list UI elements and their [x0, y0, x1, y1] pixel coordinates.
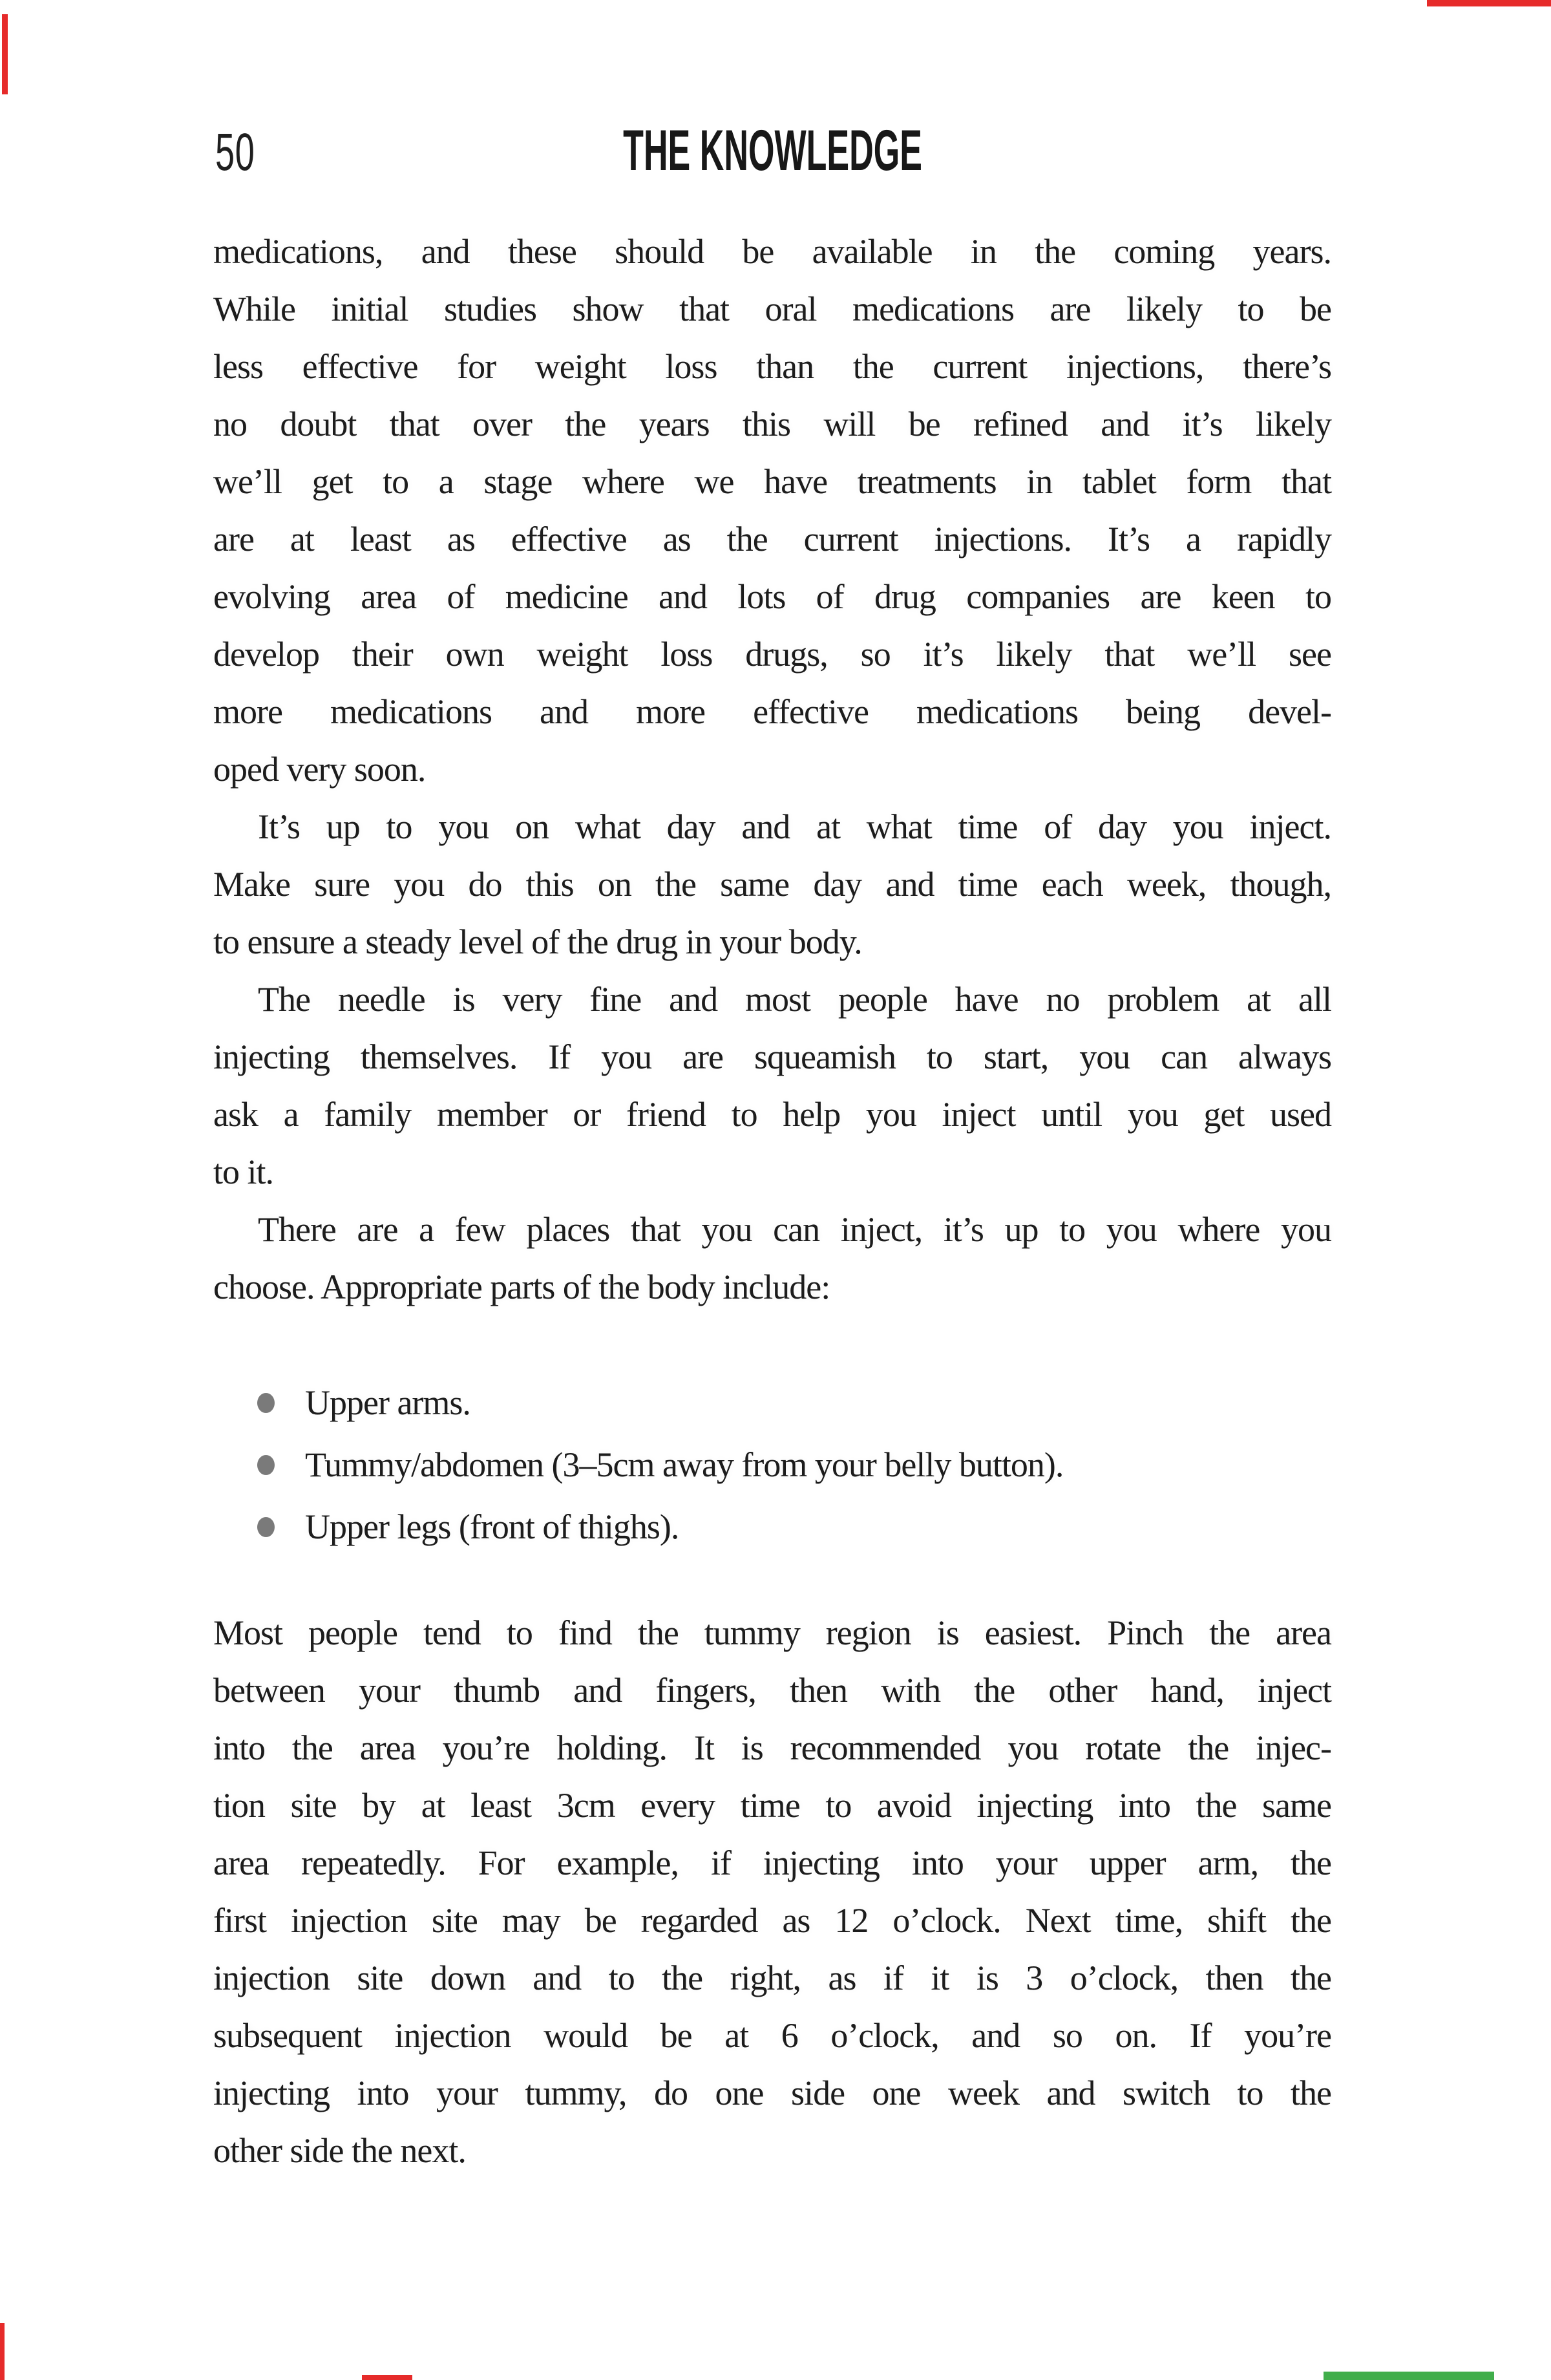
paragraph: [213, 798, 1331, 971]
body-text-column: [213, 223, 1331, 2180]
bullet-dot-icon: [257, 1393, 275, 1413]
scan-mark-top-left: [2, 14, 8, 94]
text-line: oped very soon.: [213, 750, 426, 789]
text-line: While initial studies show that oral medications are likely to be: [213, 290, 1331, 328]
text-line: injecting into your tummy, do one side one week and switch to the: [213, 2074, 1331, 2112]
text-line: It’s up to you on what day and at what time of day you inject.: [258, 807, 1331, 846]
paragraph: [213, 971, 1331, 1201]
text-line: into the area you’re holding. It is recommended you rotate the injec-: [213, 1728, 1331, 1767]
text-line: other side the next.: [213, 2131, 466, 2170]
bullet-text: Tummy/abdomen (3–5cm away from your belly button).: [305, 1445, 1064, 1484]
text-line: no doubt that over the years this will be refined and it’s likely: [213, 405, 1331, 443]
text-line: we’ll get to a stage where we have treatments in tablet form that: [213, 462, 1331, 501]
bullet-item: [213, 1374, 1331, 1432]
text-line: develop their own weight loss drugs, so it’s likely that we’ll see: [213, 635, 1331, 674]
bullet-dot-icon: [257, 1455, 275, 1475]
page-header: [215, 118, 1330, 186]
paragraph: [213, 1201, 1331, 1316]
paragraph: [213, 1604, 1331, 2180]
text-line: injecting themselves. If you are squeamish to start, you can always: [213, 1037, 1331, 1076]
text-line: Most people tend to find the tummy region is easiest. Pinch the area: [213, 1613, 1331, 1652]
text-line: evolving area of medicine and lots of drug companies are keen to: [213, 577, 1331, 616]
text-line: ask a family member or friend to help you inject until you get used: [213, 1095, 1331, 1134]
text-line: first injection site may be regarded as 12 o’clock. Next time, shift the: [213, 1901, 1331, 1940]
bullet-text: Upper arms.: [305, 1383, 470, 1422]
text-line: to ensure a steady level of the drug in your body.: [213, 922, 862, 961]
text-line: Make sure you do this on the same day and time each week, though,: [213, 865, 1331, 904]
page-number: 50: [215, 123, 255, 182]
scan-mark-bottom-green: [1324, 2372, 1494, 2380]
bullet-text: Upper legs (front of thighs).: [305, 1507, 679, 1546]
text-line: area repeatedly. For example, if injecting into your upper arm, the: [213, 1843, 1331, 1882]
text-line: more medications and more effective medications being devel-: [213, 692, 1331, 731]
scan-mark-bottom-left: [0, 2323, 5, 2380]
scan-mark-top-right: [1427, 0, 1551, 6]
running-head-wrap: [215, 118, 1330, 182]
paragraph: [213, 223, 1331, 798]
bullet-list: [213, 1374, 1331, 1556]
text-line: injection site down and to the right, as if it is 3 o’clock, then the: [213, 1959, 1331, 1997]
text-line: The needle is very fine and most people have no problem at all: [258, 980, 1331, 1019]
running-head-title: THE KNOWLEDGE: [623, 118, 922, 182]
text-line: are at least as effective as the current injections. It’s a rapidly: [213, 520, 1331, 558]
bullet-item: [213, 1436, 1331, 1494]
text-line: to it.: [213, 1153, 274, 1191]
scan-mark-bottom-red: [362, 2375, 412, 2380]
text-line: There are a few places that you can inject, it’s up to you where you: [258, 1210, 1331, 1249]
bullet-dot-icon: [257, 1517, 275, 1537]
text-line: medications, and these should be available in the coming years.: [213, 232, 1331, 271]
text-line: less effective for weight loss than the current injections, there’s: [213, 347, 1331, 386]
text-line: choose. Appropriate parts of the body include:: [213, 1268, 830, 1306]
bullet-item: [213, 1498, 1331, 1556]
text-line: tion site by at least 3cm every time to avoid injecting into the same: [213, 1786, 1331, 1825]
text-line: between your thumb and fingers, then with the other hand, inject: [213, 1671, 1331, 1710]
text-line: subsequent injection would be at 6 o’clock, and so on. If you’re: [213, 2016, 1331, 2055]
